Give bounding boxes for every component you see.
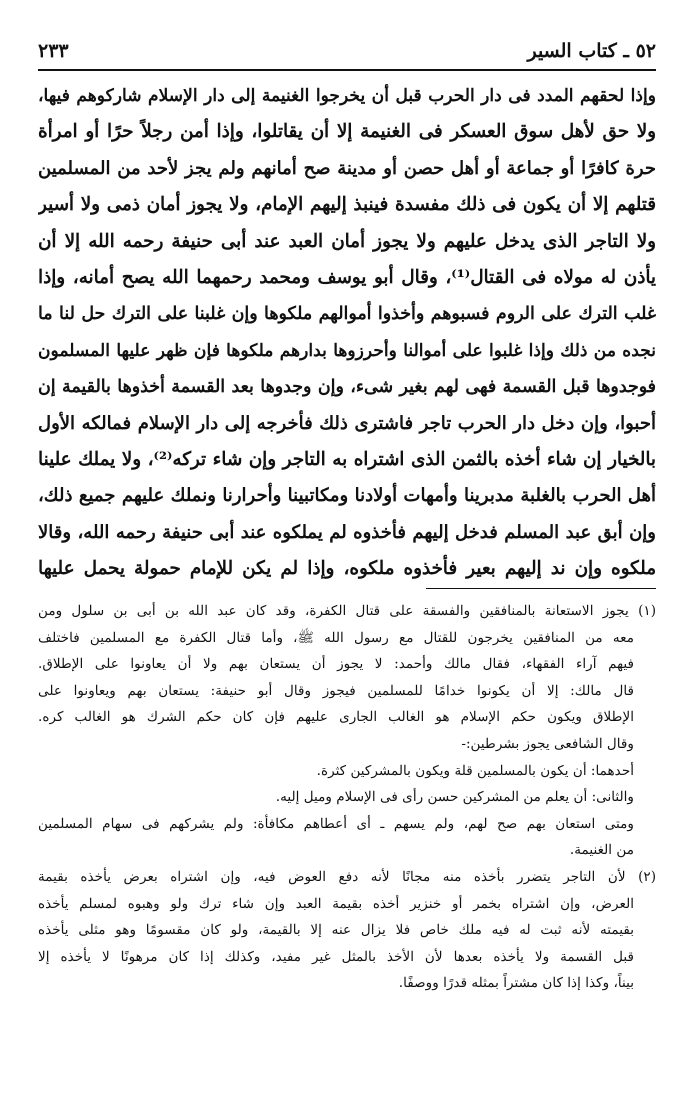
footnote-line: من الغنيمة. xyxy=(569,842,634,859)
page-number: ٢٣٣ xyxy=(38,40,69,62)
body-line: أهل الحرب بالغلبة مدبرينا وأمهات أولادنا ومكاتبينا وأحرارنا ونملك عليهم جميع ذلك، xyxy=(38,485,656,507)
body-line: حرة كافرًا أو جماعة أو أهل حصن أو مدينة صح أمانهم ولم يجز لأحد من المسلمين xyxy=(38,157,656,179)
footnote-line: وقال الشافعى يجوز بشرطين:- xyxy=(461,735,634,752)
footnote-line: قال مالك: إلا أن يكونوا خدامًا للمسلمين فيجوز وقال أبو حنيفة: يستعان بهم ويعاونوا على xyxy=(38,682,634,699)
footnote-line: ومتى استعان بهم صح لهم، ولم يسهم ـ أى أعطاهم مكافأة: ولم يشركهم فى سهام المسلمين xyxy=(38,815,634,832)
footnote-line: (٢) لأن التاجر يتضرر بأخذه منه مجانًا لأنه دفع العوض فيه، وإن اشتراه بعرض يأخذه بقيمة xyxy=(38,868,656,885)
footnotes xyxy=(38,598,656,997)
body-line: غلب الترك على الروم فسبوهم وأخذوا أموالهم ملكوها وإن غلبنا على الترك حل لنا ما xyxy=(38,304,656,325)
footnote-line: فيهم آراء الفقهاء، فقال مالك وأحمد: لا يجوز أن يستعان بهم ولا أن يعاونوا على الإطلاق. xyxy=(38,656,634,673)
body-line: قتلهم إلا أن يكون فى ذلك مفسدة فينبذ إليهم الإمام، ولا يجوز أمان ذمى ولا أسير xyxy=(38,194,656,216)
body-line: فوجدوها قبل القسمة فهى لهم بغير شىء، وإن وجدوها بعد القسمة أخذوها بالقيمة إن xyxy=(38,377,656,398)
running-title: ٥٢ ـ كتاب السير xyxy=(527,40,656,62)
header-rule xyxy=(38,69,656,71)
footnote-line: بيناً، وكذا إذا كان مشتراً بمثله قدرًا ووصفًا. xyxy=(398,975,634,992)
body-line: ولا التاجر الذى يدخل عليهم ولا يجوز أمان العبد عند أبى حنيفة رحمه الله إلا أن xyxy=(38,230,656,252)
body-line: وإذا لحقهم المدد فى دار الحرب قبل أن يخرجوا الغنيمة إلى دار الإسلام شاركوهم فيها، xyxy=(38,86,656,106)
body-line: أحبوا، وإن دخل دار الحرب تاجر فاشترى ذلك فأخرجه إلى دار الإسلام فمالكه الأول xyxy=(38,412,656,434)
footnote-line: الإطلاق ويكون حكم الإسلام هو الغالب الجارى عليهم فإن كان حكم الشرك هو الغالب كره. xyxy=(38,709,634,726)
body-line: نجده من ذلك وإذا غلبوا على أموالنا وأحرزوها بدارهم ملكوها فإن ظهر عليها المسلمون xyxy=(38,340,656,361)
body-line: وإن أبق عبد المسلم فدخل إليهم فأخذوه لم يملكوه عند أبى حنيفة رحمه الله، وقالا xyxy=(38,521,656,543)
footnote-line: والثانى: أن يعلم من المشركين حسن رأى فى الإسلام وميل إليه. xyxy=(275,789,634,806)
body-line: يأذن له مولاه فى القتال⁽¹⁾، وقال أبو يوسف ومحمد رحمهما الله يصح أمانه، وإذا xyxy=(38,266,656,288)
footnote-line: العرض، وإن اشتراه بخمر أو خنزير أخذه بقيمة العبد وإن شاء ترك ولو وهبوه لمسلم يأخذه xyxy=(38,895,634,912)
body-line: ولا حق لأهل سوق العسكر فى الغنيمة إلا أن يقاتلوا، وإذا أمن رجلاً حرًا أو امرأة xyxy=(38,121,656,143)
body-line: ملكوه وإن ند إليهم بعير فأخذوه ملكوه، وإذا لم يكن للإمام حمولة يحمل عليها xyxy=(38,558,656,580)
footnote-line: معه من المنافقين يخرجون للقتال مع رسول الله ﷺ، وأما قتال الكفرة مع المسلمين فاختلف xyxy=(38,629,634,646)
footnote-separator xyxy=(426,588,656,589)
footnote-line: أحدهما: أن يكون بالمسلمين قلة ويكون بالمشركين كثرة. xyxy=(316,762,634,779)
page-header xyxy=(38,36,656,66)
footnote-line: قبل القسمة ولا يأخذه بعدها لأن الأخذ بالمثل غير مفيد، وكذلك إذا كان مرهونًا لا يأخذه إلا xyxy=(38,948,634,965)
footnote-line: (١) يجوز الاستعانة بالمنافقين والفسقة على قتال الكفرة، وقد كان عبد الله بن أبى بن سلول ومن xyxy=(38,603,656,619)
body-line: بالخيار إن شاء أخذه بالثمن الذى اشتراه به التاجر وإن شاء تركه⁽²⁾، ولا يملك علينا xyxy=(38,448,656,470)
footnote-line: بقيمته لأنه ثبت له فيه ملك خاص فلا يزال عنه إلا بالقيمة، ولو كان مقسومًا وهو مثلى يأخذه xyxy=(38,922,634,939)
main-text xyxy=(38,78,656,587)
